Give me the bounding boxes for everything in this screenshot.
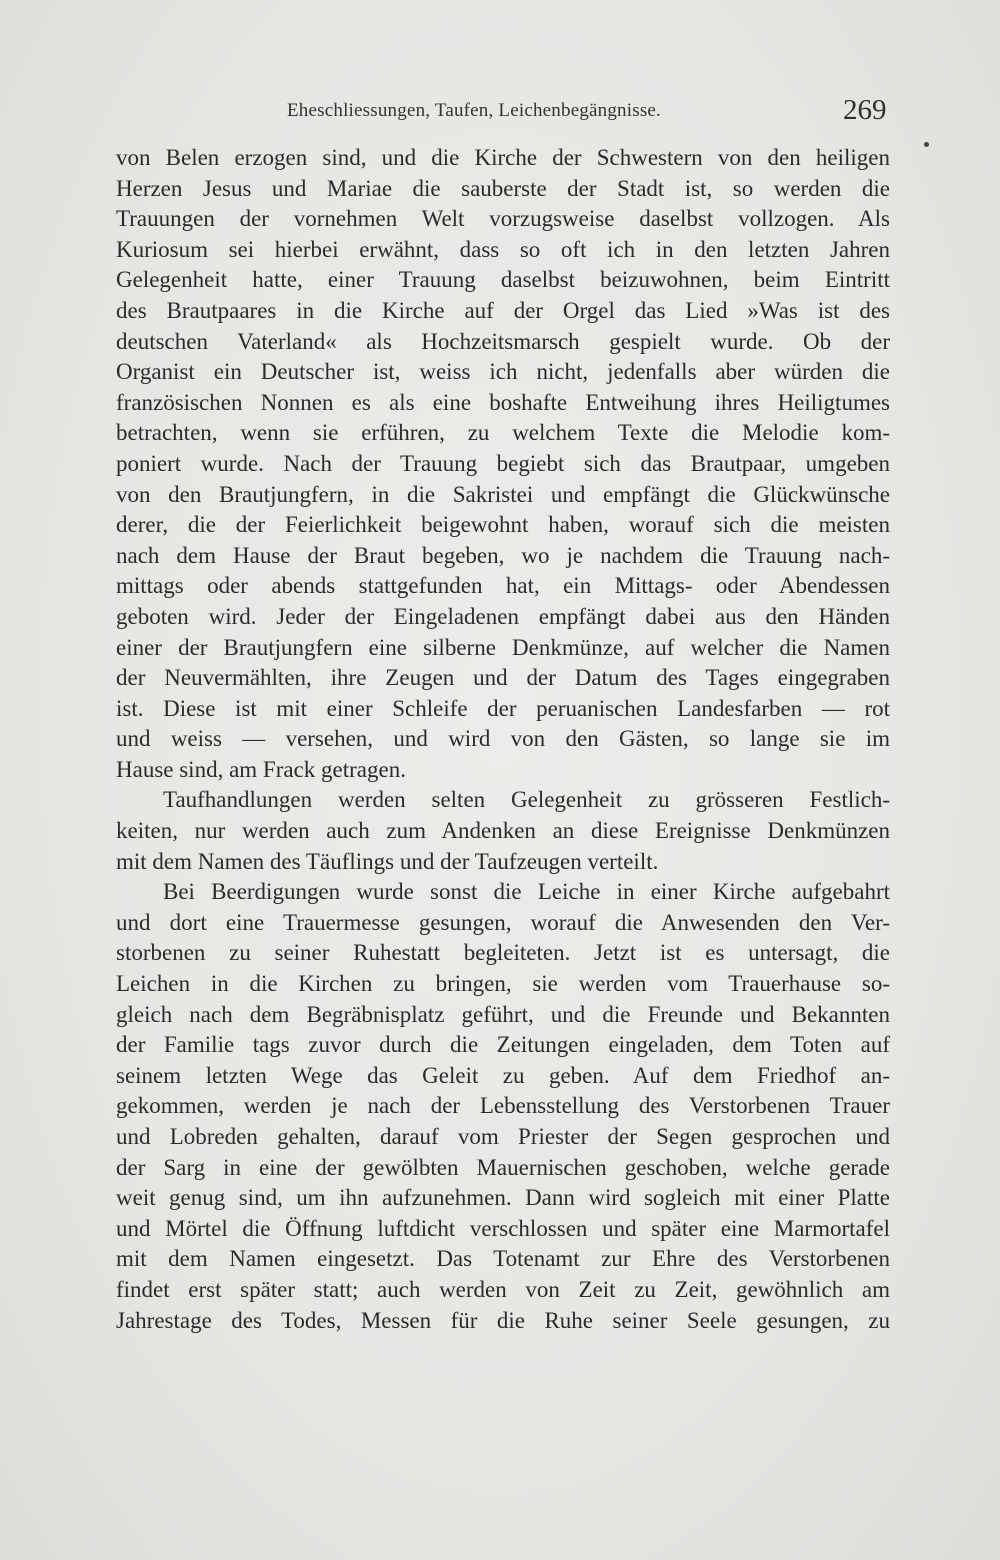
text-line: findet erst später statt; auch werden von Zeit zu Zeit, gewöhnlich am	[116, 1276, 890, 1302]
text-line: mit dem Namen eingesetzt. Das Totenamt zur Ehre des Verstorbenen	[116, 1246, 890, 1272]
text-line: Hause sind, am Frack getragen.	[116, 756, 406, 782]
running-head: Eheschliessungen, Taufen, Leichenbegängnisse.	[287, 100, 662, 121]
text-line: weit genug sind, um ihn aufzunehmen. Dann wird sogleich mit einer Platte	[116, 1185, 890, 1211]
text-line: und dort eine Trauermesse gesungen, worauf die Anwesenden den Ver-	[116, 909, 890, 935]
text-line: Kuriosum sei hierbei erwähnt, dass so oft ich in den letzten Jahren	[116, 236, 890, 262]
text-line: gekommen, werden je nach der Lebensstellung des Verstorbenen Trauer	[116, 1093, 890, 1119]
text-line: nach dem Hause der Braut begeben, wo je nachdem die Trauung nach-	[116, 542, 890, 568]
text-line: der Familie tags zuvor durch die Zeitungen eingeladen, dem Toten auf	[116, 1032, 890, 1058]
text-line: Taufhandlungen werden selten Gelegenheit zu grösseren Festlich-	[163, 787, 890, 813]
text-line: französischen Nonnen es als eine boshafte Entweihung ihres Heiligtumes	[116, 389, 890, 415]
text-line: poniert wurde. Nach der Trauung begiebt sich das Brautpaar, umgeben	[116, 450, 890, 476]
text-line: deutschen Vaterland« als Hochzeitsmarsch gespielt wurde. Ob der	[116, 328, 890, 354]
text-line: mit dem Namen des Täuflings und der Taufzeugen verteilt.	[116, 848, 659, 874]
text-line: keiten, nur werden auch zum Andenken an diese Ereignisse Denkmünzen	[116, 818, 890, 844]
text-line: und weiss — versehen, und wird von den Gästen, so lange sie im	[116, 726, 890, 752]
text-line: ist. Diese ist mit einer Schleife der peruanischen Landesfarben — rot	[116, 695, 890, 721]
text-line: derer, die der Feierlichkeit beigewohnt haben, worauf sich die meisten	[116, 512, 890, 538]
text-line: einer der Brautjungfern eine silberne Denkmünze, auf welcher die Namen	[116, 634, 890, 660]
text-line: Trauungen der vornehmen Welt vorzugsweise daselbst vollzogen. Als	[116, 206, 890, 232]
text-line: und Lobreden gehalten, darauf vom Priester der Segen gesprochen und	[116, 1124, 890, 1149]
text-line: Jahrestage des Todes, Messen für die Ruhe seiner Seele gesungen, zu	[116, 1307, 890, 1333]
page-number: 269	[843, 94, 887, 126]
text-line: der Sarg in eine der gewölbten Mauernischen geschoben, welche gerade	[116, 1154, 890, 1180]
paragraph	[116, 143, 890, 785]
paragraph	[116, 785, 890, 877]
text-line: und Mörtel die Öffnung luftdicht verschlossen und später eine Marmortafel	[116, 1215, 890, 1241]
text-line: Gelegenheit hatte, einer Trauung daselbst beizuwohnen, beim Eintritt	[116, 267, 890, 293]
text-line: gleich nach dem Begräbnisplatz geführt, und die Freunde und Bekannten	[116, 1001, 890, 1027]
text-line: Bei Beerdigungen wurde sonst die Leiche in einer Kirche aufgebahrt	[163, 879, 890, 905]
text-line: storbenen zu seiner Ruhestatt begleiteten. Jetzt ist es untersagt, die	[116, 940, 890, 966]
text-line: Leichen in die Kirchen zu bringen, sie werden vom Trauerhause so-	[116, 971, 890, 997]
text-line: des Brautpaares in die Kirche auf der Orgel das Lied »Was ist des	[116, 297, 890, 323]
print-speck	[924, 142, 929, 147]
text-line: seinem letzten Wege das Geleit zu geben. Auf dem Friedhof an-	[116, 1062, 890, 1088]
text-line: geboten wird. Jeder der Eingeladenen empfängt dabei aus den Händen	[116, 603, 890, 629]
text-line: von Belen erzogen sind, und die Kirche der Schwestern von den heiligen	[116, 145, 890, 170]
text-line: von den Brautjungfern, in die Sakristei und empfängt die Glückwünsche	[116, 481, 890, 507]
paragraph	[116, 877, 890, 1336]
text-line: mittags oder abends stattgefunden hat, ein Mittags- oder Abendessen	[116, 573, 890, 599]
text-line: betrachten, wenn sie erführen, zu welchem Texte die Melodie kom-	[116, 420, 890, 446]
text-line: Herzen Jesus und Mariae die sauberste der Stadt ist, so werden die	[116, 175, 890, 201]
body-text	[116, 143, 890, 1336]
text-line: Organist ein Deutscher ist, weiss ich nicht, jedenfalls aber würden die	[116, 359, 890, 385]
text-line: der Neuvermählten, ihre Zeugen und der Datum des Tages eingegraben	[116, 665, 890, 691]
